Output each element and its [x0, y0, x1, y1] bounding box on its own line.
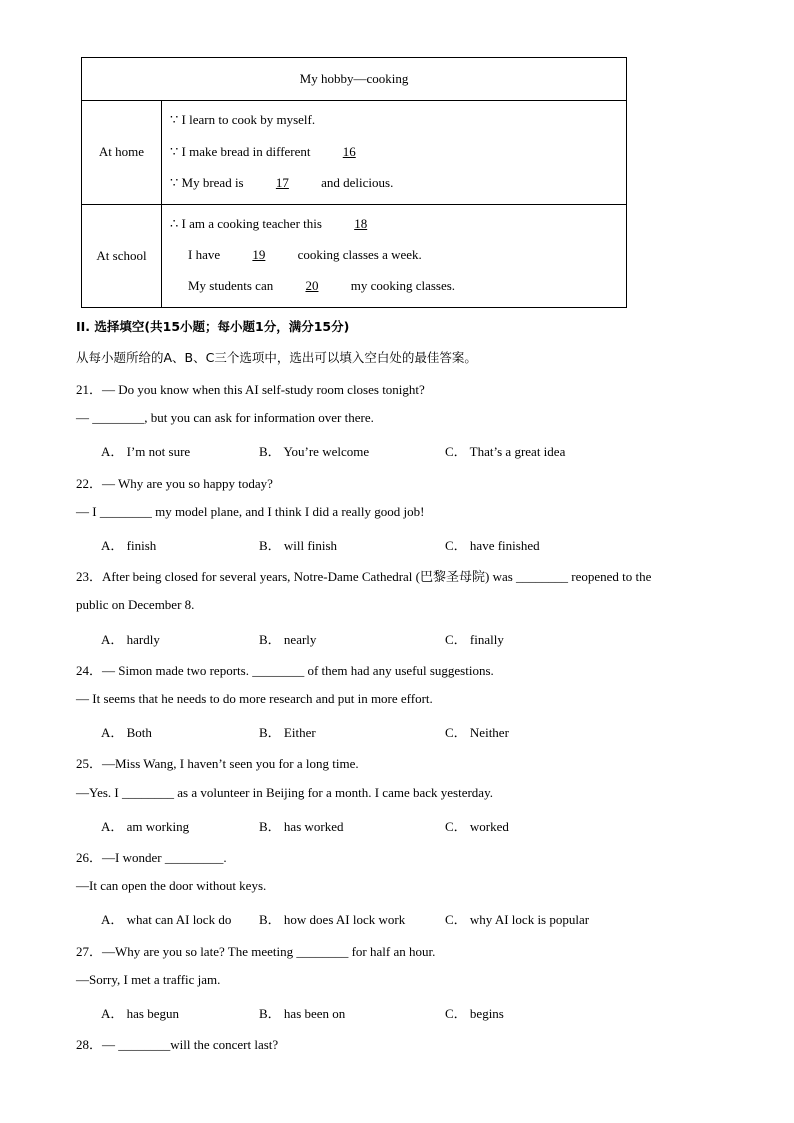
school-line-2	[188, 247, 422, 263]
q24-option-c: C． Neither	[445, 725, 509, 740]
q25-reply: —Yes. I ________ as a volunteer in Beijing for a month. I came back yesterday.	[76, 785, 493, 800]
q22-stem: 22．— Why are you so happy today?	[76, 476, 273, 491]
table-row-school	[82, 204, 626, 307]
blank-20: 20	[305, 278, 319, 293]
section-heading: II. 选择填空(共15小题；每小题1分，满分15分)	[76, 319, 350, 334]
blank-16: 16	[342, 144, 356, 159]
school-line-3	[188, 278, 455, 294]
q26-option-b: B． how does AI lock work	[259, 912, 406, 927]
q27-option-c: C． begins	[445, 1006, 504, 1021]
q26-stem: 26．—I wonder _________.	[76, 850, 227, 865]
q26-option-c: C． why AI lock is popular	[445, 912, 590, 927]
home-line-2-text: ∵ I make bread in different	[170, 144, 311, 159]
q21-stem: 21．— Do you know when this AI self-study room closes tonight?	[76, 382, 425, 397]
row-label-school: At school	[82, 204, 162, 307]
q24-option-a: A． Both	[101, 725, 152, 740]
table-title: My hobby—cooking	[82, 58, 626, 101]
home-line-3	[170, 175, 393, 191]
table-row-home	[82, 100, 626, 205]
q27-option-a: A． has begun	[101, 1006, 179, 1021]
q27-reply: —Sorry, I met a traffic jam.	[76, 972, 221, 987]
q26-option-a: A． what can AI lock do	[101, 912, 232, 927]
row-content-school	[162, 204, 626, 307]
q24-option-b: B． Either	[259, 725, 316, 740]
school-line-3-text: My students can	[188, 278, 274, 293]
q21-reply: — ________, but you can ask for information over there.	[76, 410, 374, 425]
blank-19: 19	[252, 247, 266, 262]
blank-18: 18	[354, 216, 368, 231]
q22-option-b: B． will finish	[259, 538, 338, 553]
q21-option-a: A． I’m not sure	[101, 444, 191, 459]
q23-stem: 23．After being closed for several years, Notre-Dame Cathedral (巴黎圣母院) was ________ reopened to the	[76, 569, 652, 584]
home-line-3-text: ∵ My bread is	[170, 175, 244, 190]
q21-option-b: B． You’re welcome	[259, 444, 370, 459]
section-instruction: 从每小题所给的A、B、C三个选项中，选出可以填入空白处的最佳答案。	[76, 350, 477, 365]
q27-option-b: B． has been on	[259, 1006, 346, 1021]
q27-stem: 27．—Why are you so late? The meeting ________ for half an hour.	[76, 944, 436, 959]
home-line-2	[170, 144, 378, 160]
row-label-home: At home	[82, 100, 162, 204]
q22-option-a: A． finish	[101, 538, 157, 553]
school-line-1-text: ∴ I am a cooking teacher this	[170, 216, 322, 231]
hobby-table	[81, 57, 627, 308]
q23-option-b: B． nearly	[259, 632, 317, 647]
q25-stem: 25．—Miss Wang, I haven’t seen you for a long time.	[76, 756, 359, 771]
q21-option-c: C． That’s a great idea	[445, 444, 566, 459]
q23-option-a: A． hardly	[101, 632, 160, 647]
school-line-1	[170, 216, 390, 232]
q24-reply: — It seems that he needs to do more research and put in more effort.	[76, 691, 433, 706]
school-line-3-end: my cooking classes.	[350, 278, 456, 293]
home-line-1: ∵ I learn to cook by myself.	[170, 112, 316, 127]
q23-option-c: C． finally	[445, 632, 504, 647]
row-content-home	[162, 100, 626, 204]
blank-17: 17	[275, 175, 289, 190]
q22-option-c: C． have finished	[445, 538, 540, 553]
home-line-3-end: and delicious.	[321, 175, 394, 190]
q25-option-c: C． worked	[445, 819, 509, 834]
q23-stem-cont: public on December 8.	[76, 597, 195, 612]
q28-stem: 28．— ________will the concert last?	[76, 1037, 279, 1052]
school-line-2-text: I have	[188, 247, 221, 262]
school-line-2-end: cooking classes a week.	[297, 247, 422, 262]
q22-reply: — I ________ my model plane, and I think I did a really good job!	[76, 504, 425, 519]
q24-stem: 24．— Simon made two reports. ________ of them had any useful suggestions.	[76, 663, 494, 678]
q26-reply: —It can open the door without keys.	[76, 878, 267, 893]
q25-option-a: A． am working	[101, 819, 190, 834]
q25-option-b: B． has worked	[259, 819, 344, 834]
